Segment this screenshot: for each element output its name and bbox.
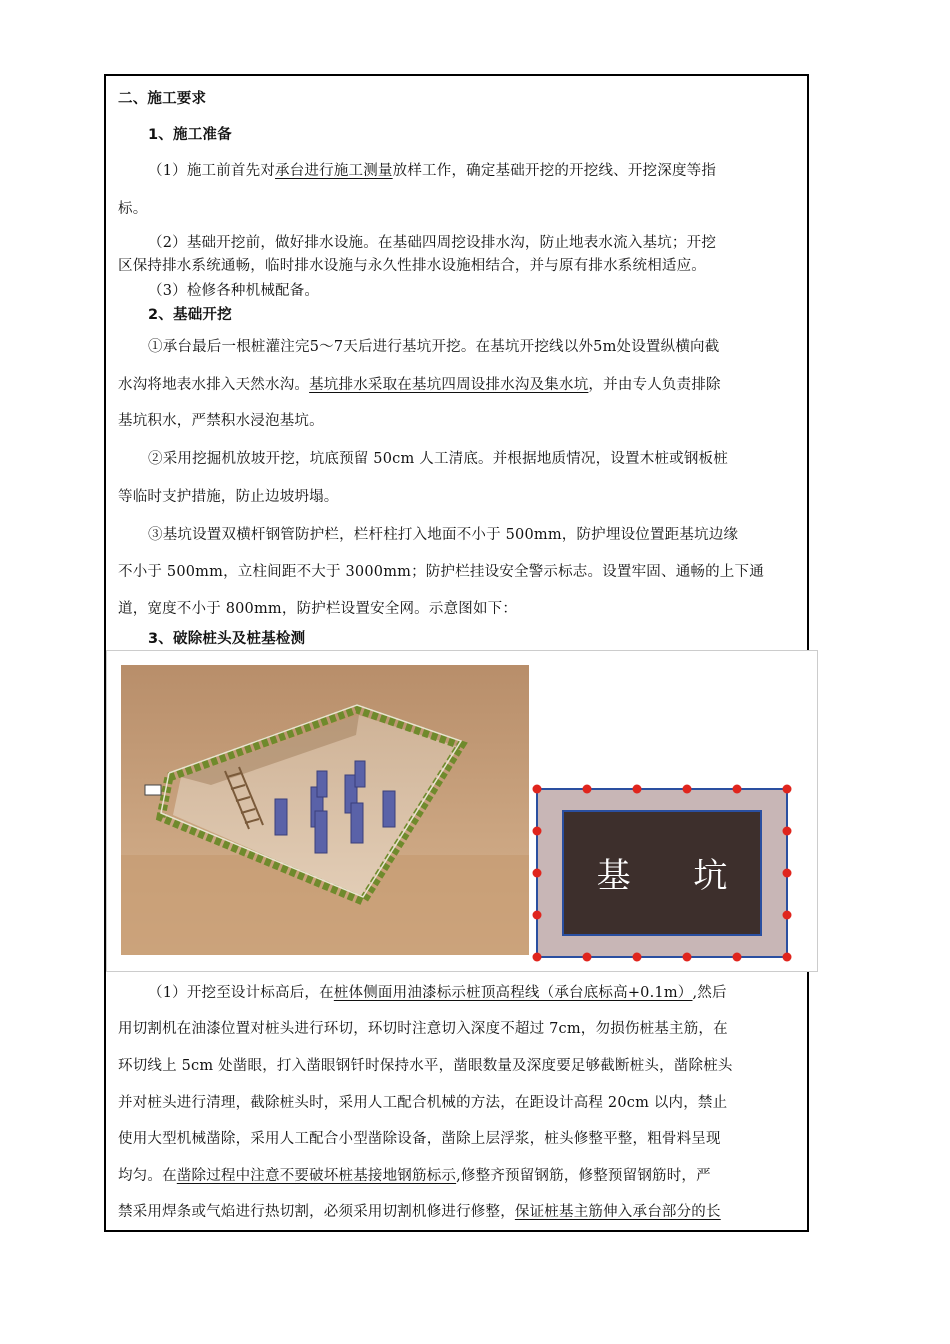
exc-item-2: ②采用挖掘机放坡开挖，坑底预留 50cm 人工清底。并根据地质情况，设置木桩或钢板桩 bbox=[148, 451, 728, 467]
pile-item-1: （1）开挖至设计标高后，在桩体侧面用油漆标示桩顶高程线（承台底标高+0.1m）,然后 bbox=[148, 985, 727, 1001]
excavation-site-illustration bbox=[121, 665, 529, 955]
prep-item-2-cont: 区保持排水系统通畅，临时排水设施与永久性排水设施相结合，并与原有排水系统相适应。 bbox=[118, 258, 706, 274]
pile-line-5: 使用大型机械凿除，采用人工配合小型凿除设备，凿除上层浮浆，桩头修整平整，粗骨料呈现 bbox=[118, 1131, 721, 1147]
exc-item-2-cont: 等临时支护措施，防止边坡坍塌。 bbox=[118, 489, 339, 505]
pile-line-4: 并对桩头进行清理，截除桩头时，采用人工配合机械的方法，在距设计高程 20cm 以内，禁止 bbox=[118, 1095, 728, 1111]
prep-item-1: （1）施工前首先对承台进行施工测量放样工作，确定基础开挖的开挖线、开挖深度等指 bbox=[148, 163, 717, 179]
exc-item-3-cont: 不小于 500mm，立柱间距不大于 3000mm；防护栏挂设安全警示标志。设置牢固、通畅的上下通 bbox=[118, 564, 764, 580]
illustration-figure bbox=[106, 650, 818, 972]
subheading-pile-head: 3、破除桩头及桩基检测 bbox=[148, 631, 306, 647]
pile-line-3: 环切线上 5cm 处凿眼，打入凿眼钢钎时保持水平，凿眼数量及深度要足够截断桩头，凿除桩头 bbox=[118, 1058, 733, 1074]
pile-line-7: 禁采用焊条或气焰进行热切割，必须采用切割机修进行修整，保证桩基主筋伸入承台部分的长 bbox=[118, 1204, 721, 1220]
subheading-excavation: 2、基础开挖 bbox=[148, 307, 232, 323]
exc-item-3: ③基坑设置双横杆钢管防护栏，栏杆柱打入地面不小于 500mm，防护埋设位置距基坑边缘 bbox=[148, 527, 739, 543]
prep-item-3: （3）检修各种机械配备。 bbox=[148, 283, 320, 299]
exc-item-1: ①承台最后一根桩灌注完5～7天后进行基坑开挖。在基坑开挖线以外5m处设置纵横向截 bbox=[148, 339, 720, 355]
subheading-preparation: 1、施工准备 bbox=[148, 127, 232, 143]
section-heading: 二、施工要求 bbox=[118, 91, 207, 107]
exc-item-1-cont2: 基坑积水，严禁积水浸泡基坑。 bbox=[118, 413, 324, 429]
prep-item-1-cont: 标。 bbox=[118, 201, 148, 217]
foundation-pit-diagram bbox=[529, 777, 795, 967]
exc-item-1-cont: 水沟将地表水排入天然水沟。基坑排水采取在基坑四周设排水沟及集水坑，并由专人负责排除 bbox=[118, 377, 721, 393]
exc-item-3-cont2: 道，宽度不小于 800mm，防护栏设置安全网。示意图如下： bbox=[118, 601, 518, 617]
pile-line-6: 均匀。在凿除过程中注意不要破坏桩基接地钢筋标示,修整齐预留钢筋，修整预留钢筋时，严 bbox=[118, 1168, 711, 1184]
pit-label: 基 坑 bbox=[596, 855, 754, 896]
prep-item-2: （2）基础开挖前，做好排水设施。在基础四周挖设排水沟，防止地表水流入基坑；开挖 bbox=[148, 235, 717, 251]
pile-line-2: 用切割机在油漆位置对桩头进行环切，环切时注意切入深度不超过 7cm，勿损伤桩基主筋，在 bbox=[118, 1021, 728, 1037]
